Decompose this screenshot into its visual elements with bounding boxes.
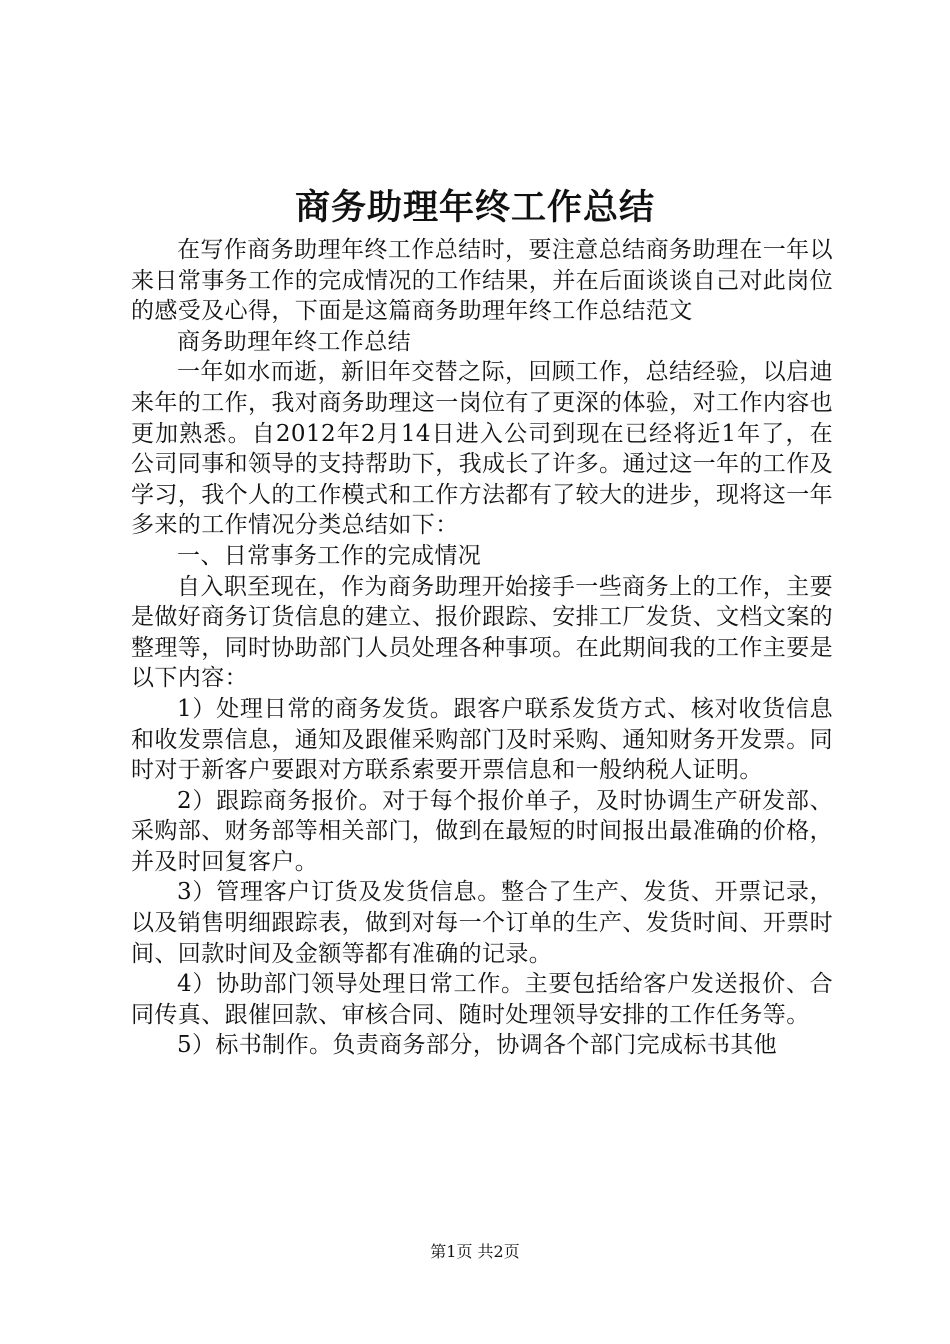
intro-paragraph: 在写作商务助理年终工作总结时，要注意总结商务助理在一年以来日常事务工作的完成情况的工作结果，并在后面谈谈自己对此岗位的感受及心得，下面是这篇商务助理年终工作总结范文 — [131, 237, 833, 325]
body-paragraph: 自入职至现在，作为商务助理开始接手一些商务上的工作，主要是做好商务订货信息的建立、报价跟踪、安排工厂发货、文档文案的整理等，同时协助部门人员处理各种事项。在此期间我的工作主要是以下内容： — [131, 573, 833, 692]
page-footer: 第1页 共2页 — [430, 1242, 520, 1261]
list-item: 3）管理客户订货及发货信息。整合了生产、发货、开票记录，以及销售明细跟踪表，做到对每一个订单的生产、发货时间、开票时间、回款时间及金额等都有准确的记录。 — [131, 879, 833, 967]
list-item: 4）协助部门领导处理日常工作。主要包括给客户发送报价、合同传真、跟催回款、审核合同、随时处理领导安排的工作任务等。 — [131, 971, 833, 1028]
list-item: 2）跟踪商务报价。对于每个报价单子，及时协调生产研发部、采购部、财务部等相关部门，做到在最短的时间报出最准确的价格，并及时回复客户。 — [131, 787, 833, 875]
section-heading: 商务助理年终工作总结 — [177, 328, 411, 355]
section-heading: 一、日常事务工作的完成情况 — [177, 542, 482, 569]
list-item: 5）标书制作。负责商务部分，协调各个部门完成标书其他 — [177, 1032, 778, 1059]
list-item: 1）处理日常的商务发货。跟客户联系发货方式、核对收货信息和收发票信息，通知及跟催采购部门及时采购、通知财务开发票。同时对于新客户要跟对方联系索要开票信息和一般纳税人证明。 — [131, 695, 833, 784]
document-body — [131, 235, 833, 1061]
document-title: 商务助理年终工作总结 — [294, 187, 655, 228]
body-paragraph: 一年如水而逝，新旧年交替之际，回顾工作，总结经验，以启迪来年的工作，我对商务助理这一岗位有了更深的体验，对工作内容也更加熟悉。自2012年2月14日进入公司到现在已经将近1年了，在公司同事和领导的支持帮助下，我成长了许多。通过这一年的工作及学习，我个人的工作模式和工作方法都有了较大的进步，现将这一年多来的工作情况分类总结如下： — [131, 359, 833, 539]
